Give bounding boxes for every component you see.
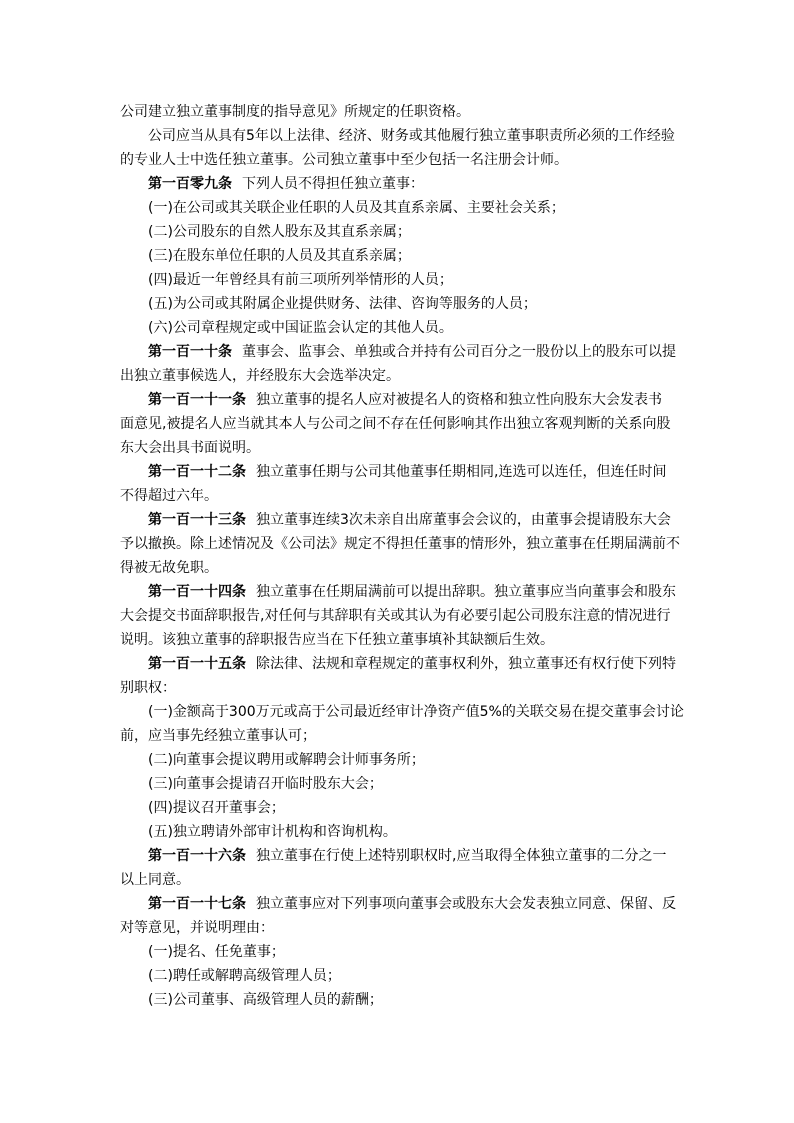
article-paragraph (148, 343, 676, 361)
article-paragraph (148, 463, 666, 481)
article-number: 第一百一十条 (148, 344, 232, 360)
list-item: (五)独立聘请外部审计机构和咨询机构。 (148, 824, 397, 840)
text-line: 独立董事在任期届满前可以提出辞职。独立董事应当向董事会和股东 (256, 584, 676, 600)
article-number: 第一百零九条 (148, 176, 232, 192)
article-number: 第一百一十一条 (148, 392, 246, 408)
text-line: 的专业人士中选任独立董事。公司独立董事中至少包括一名注册会计师。 (120, 152, 568, 168)
article-paragraph (148, 175, 424, 193)
text-line: 前，应当事先经独立董事认可； (120, 728, 316, 744)
text-line: 东大会出具书面说明。 (120, 440, 260, 456)
article-number: 第一百一十三条 (148, 512, 246, 528)
list-item: (四)最近一年曾经具有前三项所列举情形的人员； (148, 272, 453, 288)
text-line: 出独立董事候选人，并经股东大会选举决定。 (120, 368, 400, 384)
text-line: 独立董事的提名人应对被提名人的资格和独立性向股东大会发表书 (256, 392, 662, 408)
text-line: 除法律、法规和章程规定的董事权利外，独立董事还有权行使下列特 (256, 656, 676, 672)
article-number: 第一百一十七条 (148, 896, 246, 912)
text-line: 独立董事应对下列事项向董事会或股东大会发表独立同意、保留、反 (256, 896, 676, 912)
article-paragraph (148, 895, 676, 913)
text-line: 公司建立独立董事制度的指导意见》所规定的任职资格。 (120, 104, 470, 120)
article-number: 第一百一十二条 (148, 464, 246, 480)
list-item: (三)向董事会提请召开临时股东大会； (148, 776, 383, 792)
text-line: 予以撤换。除上述情况及《公司法》规定不得担任董事的情形外，独立董事在任期届满前不 (120, 536, 680, 552)
article-number: 第一百一十四条 (148, 584, 246, 600)
text-line: 公司应当从具有5年以上法律、经济、财务或其他履行独立董事职责所必须的工作经验 (148, 128, 675, 144)
text-line: 别职权： (120, 680, 176, 696)
list-item: (一)在公司或其关联企业任职的人员及其直系亲属、主要社会关系； (148, 200, 565, 216)
article-paragraph (148, 655, 676, 673)
article-paragraph (148, 847, 666, 865)
list-item: (四)提议召开董事会； (148, 800, 285, 816)
list-item: (二)公司股东的自然人股东及其直系亲属； (148, 224, 411, 240)
list-item: (三)在股东单位任职的人员及其直系亲属； (148, 248, 411, 264)
list-item: (六)公司章程规定或中国证监会认定的其他人员。 (148, 320, 453, 336)
list-item: (二)向董事会提议聘用或解聘会计师事务所； (148, 752, 425, 768)
article-paragraph (148, 583, 676, 601)
article-number: 第一百一十五条 (148, 656, 246, 672)
list-item: (三)公司董事、高级管理人员的薪酬； (148, 992, 383, 1008)
text-line: 得被无故免职。 (120, 560, 218, 576)
text-line: 董事会、监事会、单独或合并持有公司百分之一股份以上的股东可以提 (242, 344, 676, 360)
list-item: (一)提名、任免董事； (148, 944, 285, 960)
article-paragraph (148, 511, 671, 529)
list-item: (一)金额高于300万元或高于公司最近经审计净资产值5%的关联交易在提交董事会讨论 (148, 704, 684, 720)
text-line: 大会提交书面辞职报告,对任何与其辞职有关或其认为有必要引起公司股东注意的情况进行 (120, 608, 671, 624)
text-line: 以上同意。 (120, 872, 190, 888)
list-item: (二)聘任或解聘高级管理人员； (148, 968, 341, 984)
text-line: 独立董事任期与公司其他董事任期相同,连选可以连任，但连任时间 (256, 464, 667, 480)
article-paragraph (148, 391, 662, 409)
text-line: 不得超过六年。 (120, 488, 218, 504)
text-line: 面意见,被提名人应当就其本人与公司之间不存在任何影响其作出独立客观判断的关系向股 (120, 416, 671, 432)
text-line: 下列人员不得担任独立董事： (242, 176, 424, 192)
text-line: 独立董事连续3次未亲自出席董事会会议的，由董事会提请股东大会 (256, 512, 671, 528)
text-line: 对等意见，并说明理由： (120, 920, 274, 936)
text-line: 独立董事在行使上述特别职权时,应当取得全体独立董事的二分之一 (256, 848, 667, 864)
text-line: 说明。该独立董事的辞职报告应当在下任独立董事填补其缺额后生效。 (120, 632, 554, 648)
list-item: (五)为公司或其附属企业提供财务、法律、咨询等服务的人员； (148, 296, 537, 312)
article-number: 第一百一十六条 (148, 848, 246, 864)
